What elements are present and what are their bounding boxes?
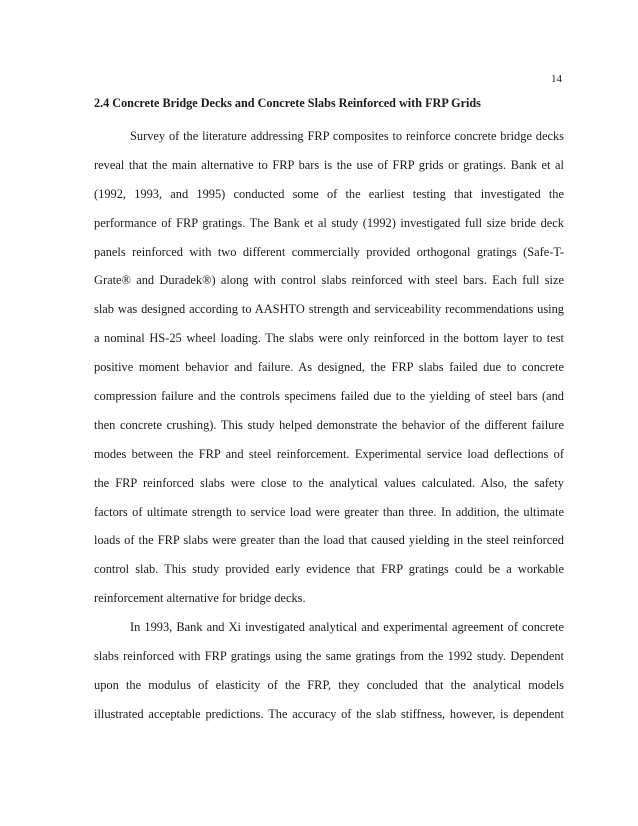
section-heading: 2.4 Concrete Bridge Decks and Concrete Slabs Reinforced with FRP Grids (94, 96, 481, 110)
page-number: 14 (551, 73, 562, 85)
paragraph-line: then concrete crushing). This study helped demonstrate the behavior of the different failure (94, 417, 564, 432)
paragraph-line: upon the modulus of elasticity of the FRP, they concluded that the analytical models (94, 677, 564, 692)
paragraph-line: Survey of the literature addressing FRP composites to reinforce concrete bridge decks (130, 129, 564, 143)
paragraph-line: the FRP reinforced slabs were close to the analytical values calculated. Also, the safety (94, 475, 564, 490)
paragraph-line: Grate® and Duradek®) along with control slabs reinforced with steel bars. Each full size (94, 273, 564, 288)
paragraph-line: slab was designed according to AASHTO strength and serviceability recommendations using (94, 302, 564, 317)
paragraph-line: reveal that the main alternative to FRP bars is the use of FRP grids or gratings. Bank et al (94, 157, 564, 172)
paragraph-line: compression failure and the controls specimens failed due to the yielding of steel bars (and (94, 389, 564, 404)
paragraph-line: modes between the FRP and steel reinforcement. Experimental service load deflections of (94, 446, 564, 461)
paragraph-line: control slab. This study provided early evidence that FRP gratings could be a workable (94, 562, 564, 577)
paragraph-line: In 1993, Bank and Xi investigated analytical and experimental agreement of concrete (130, 620, 564, 635)
paragraph-line: loads of the FRP slabs were greater than the load that caused yielding in the steel reinforced (94, 533, 564, 548)
paragraph-line: positive moment behavior and failure. As designed, the FRP slabs failed due to concrete (94, 360, 564, 375)
paragraph-line: slabs reinforced with FRP gratings using the same gratings from the 1992 study. Dependent (94, 649, 564, 664)
body-text (94, 122, 564, 729)
paragraph-line: (1992, 1993, and 1995) conducted some of the earliest testing that investigated the (94, 186, 564, 201)
paragraph-line: panels reinforced with two different commercially provided orthogonal gratings (Safe-T- (94, 244, 564, 259)
paragraph-line: reinforcement alternative for bridge decks. (94, 591, 306, 606)
paragraph-line: performance of FRP gratings. The Bank et al study (1992) investigated full size bride deck (94, 215, 564, 230)
paragraph-line: a nominal HS-25 wheel loading. The slabs were only reinforced in the bottom layer to test (94, 331, 564, 346)
paragraph-line: illustrated acceptable predictions. The accuracy of the slab stiffness, however, is dependent (94, 706, 564, 721)
paragraph-line: factors of ultimate strength to service load were greater than three. In addition, the ultimate (94, 504, 564, 519)
